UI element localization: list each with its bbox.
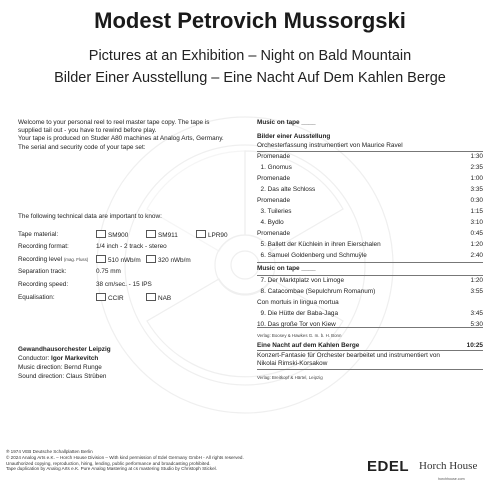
separation-track-value: 0.75 mm: [96, 268, 121, 275]
equalisation-label: Equalisation:: [18, 294, 55, 301]
horch-house-logo: Horch House: [419, 460, 478, 472]
track-title: Promenade: [257, 153, 291, 160]
track-duration: 1:15: [470, 208, 483, 215]
track-row: [257, 241, 483, 249]
tape-material-option[interactable]: [146, 230, 178, 239]
track-title: 8. Catacombae (Sepulchrum Romanum): [257, 288, 376, 295]
music-direction-credit: Music direction: Bernd Runge: [18, 364, 102, 371]
track-title: Promenade: [257, 175, 291, 182]
recording-format-label: Recording format:: [18, 243, 69, 250]
option-label: 320 nWb/m: [158, 257, 191, 264]
track-row: [257, 153, 483, 161]
night-description: Nikolai Rimski-Korsakow: [257, 360, 328, 367]
intro-line: Welcome to your personal reel to reel master tape copy. The tape is: [18, 119, 210, 126]
equalisation-option[interactable]: [146, 293, 171, 302]
intro-text: [18, 119, 243, 152]
footer-line: © 2024 Analog Arts e.K. – Horch House Division – With kind permission of Edel Germany GmbH - All rights reserved.: [6, 454, 244, 460]
album-title-german: Bilder Einer Ausstellung – Eine Nacht Auf Dem Kahlen Berge: [54, 70, 446, 86]
track-row: [257, 175, 483, 183]
track-title: 4. Bydlo: [257, 219, 284, 226]
program-listing: [257, 0, 483, 500]
horch-house-url: horchhouse.com: [438, 477, 465, 481]
publisher-note: Verlag: Boosey & Hawkes G. m. b. H. Bonn: [257, 333, 342, 338]
tech-heading: The following technical data are important to know:: [18, 213, 162, 220]
recording-level-option[interactable]: [96, 255, 141, 264]
checkbox[interactable]: [96, 255, 106, 263]
intro-line: The serial and security code of your tape set:: [18, 143, 146, 151]
recording-level-label: Recording level (mag. Fluss): [18, 256, 89, 263]
option-label: SM900: [108, 232, 129, 239]
track-duration: 5:30: [470, 321, 483, 328]
tape1-heading: Music on tape ____: [257, 119, 316, 126]
track-duration: 0:30: [470, 197, 483, 204]
option-label: 510 nWb/m: [108, 257, 141, 264]
tape-material-label: Tape material:: [18, 231, 59, 238]
album-title-english: Pictures at an Exhibition – Night on Bald Mountain: [88, 48, 412, 64]
separation-track-label: Separation track:: [18, 268, 67, 275]
track-title: Con mortuis in lingua mortua: [257, 299, 339, 306]
divider: [257, 369, 483, 370]
track-duration: 0:45: [470, 230, 483, 237]
track-row: [257, 299, 483, 307]
track-duration: 1:00: [470, 175, 483, 182]
publisher-note: Verlag: Breitkopf & Härtel, Leipzig: [257, 375, 323, 380]
checkbox[interactable]: [146, 293, 156, 301]
divider: [257, 327, 483, 328]
track-row: [257, 230, 483, 238]
checkbox[interactable]: [96, 293, 106, 301]
track-row: [257, 186, 483, 194]
option-label: CCIR: [108, 295, 124, 302]
night-description: Konzert-Fantasie für Orchester bearbeitet und instrumentiert von: [257, 352, 440, 359]
track-duration: 2:35: [470, 164, 483, 171]
footer-copyright: [6, 449, 306, 472]
option-label: NAB: [158, 295, 172, 302]
recording-level-option[interactable]: [146, 255, 191, 264]
checkbox[interactable]: [196, 230, 206, 238]
track-row: [257, 252, 483, 260]
edel-logo: EDEL: [367, 458, 410, 475]
track-title: 1. Gnomus: [257, 164, 292, 171]
track-row: [257, 310, 483, 318]
conductor-credit: Conductor: Igor Markevitch: [18, 355, 99, 362]
option-label: SM911: [158, 232, 178, 239]
composer-title: Modest Petrovich Mussorgski: [94, 8, 406, 33]
night-title: Eine Nacht auf dem Kahlen Berge 10:25: [257, 342, 483, 349]
track-duration: 3:55: [470, 288, 483, 295]
track-duration: 3:45: [470, 310, 483, 317]
track-duration: 2:40: [470, 252, 483, 259]
footer-line: Unauthorized copying, reproduction, hiring, lending, public performance and broadcasting prohibited.: [6, 460, 211, 466]
track-row: [257, 164, 483, 172]
track-title: Promenade: [257, 197, 291, 204]
checkbox[interactable]: [96, 230, 106, 238]
track-duration: 3:10: [470, 219, 483, 226]
orchestra-name: Gewandhausorchester Leipzig: [18, 346, 111, 353]
divider: [257, 350, 483, 351]
track-title: 7. Der Marktplatz von Limoge: [257, 277, 345, 284]
recording-format-value: 1/4 inch - 2 track - stereo: [96, 243, 167, 250]
track-title: 6. Samuel Goldenberg und Schmuÿle: [257, 252, 367, 259]
intro-line: supplied tail out - you have to rewind before play.: [18, 127, 157, 135]
track-title: 5. Ballett der Küchlein in ihren Eierschalen: [257, 241, 381, 248]
sound-direction-credit: Sound direction: Claus Strüben: [18, 373, 107, 380]
track-duration: 1:30: [470, 153, 483, 160]
intro-line: Your tape is produced on Studer A80 machines at Analog Arts, Germany.: [18, 135, 224, 143]
track-row: [257, 288, 483, 296]
footer-line: ℗ 1974 VEB Deutsche Schallplatten Berlin: [6, 449, 93, 454]
divider: [257, 262, 483, 263]
track-title: 10. Das große Tor von Kiew: [257, 321, 336, 328]
work-title: Bilder einer Ausstellung: [257, 133, 331, 140]
recording-speed-label: Recording speed:: [18, 281, 69, 288]
checkbox[interactable]: [146, 230, 156, 238]
tape2-heading: Music on tape ____: [257, 265, 316, 272]
equalisation-option[interactable]: [96, 293, 124, 302]
checkbox[interactable]: [146, 255, 156, 263]
track-duration: 1:20: [470, 241, 483, 248]
divider: [257, 275, 483, 276]
recording-speed-value: 38 cm/sec. - 15 IPS: [96, 281, 152, 288]
divider: [257, 151, 483, 152]
option-label: LPR90: [208, 232, 228, 239]
footer-line: Tape duplication by Analog Arts e.K. Pure Analog Mastering at cs mastering Studio by Christoph Stickel.: [6, 466, 217, 472]
tape-material-option[interactable]: [196, 230, 228, 239]
track-row: [257, 219, 483, 227]
track-duration: 3:35: [470, 186, 483, 193]
track-title: Promenade: [257, 230, 291, 237]
track-row: [257, 277, 483, 285]
tape-material-option[interactable]: [96, 230, 128, 239]
track-row: [257, 197, 483, 205]
track-title: 2. Das alte Schloss: [257, 186, 316, 193]
track-row: [257, 208, 483, 216]
track-title: 3. Tuileries: [257, 208, 292, 215]
track-title: 9. Die Hütte der Baba-Jaga: [257, 310, 338, 317]
work-subtitle: Orchesterfassung instrumentiert von Maurice Ravel: [257, 142, 403, 149]
track-duration: 1:20: [470, 277, 483, 284]
